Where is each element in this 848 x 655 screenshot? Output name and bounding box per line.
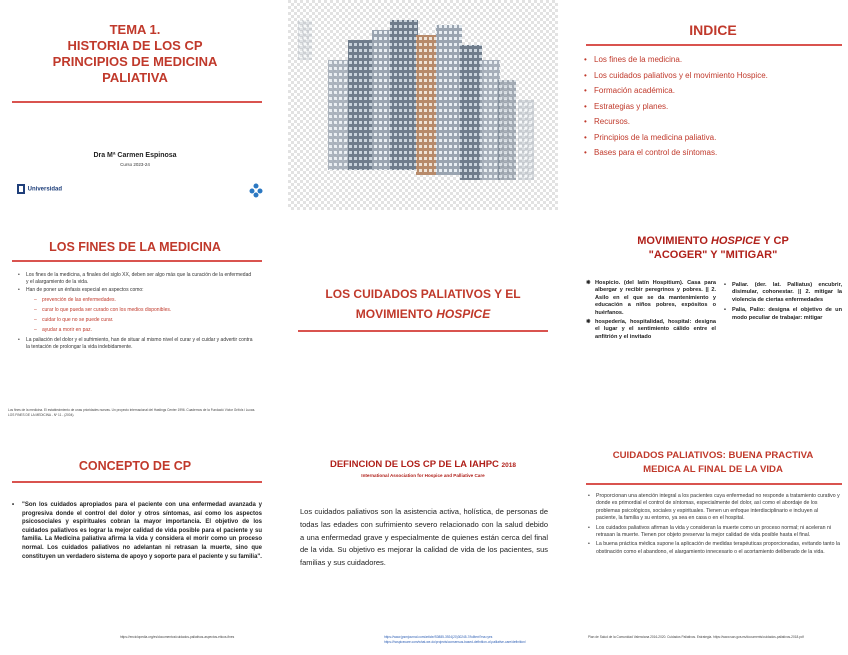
- slide-buena-practica[interactable]: [578, 445, 848, 655]
- index-title: INDICE: [689, 22, 737, 38]
- cp-hospice-divider: [298, 330, 548, 332]
- list-item[interactable]: • Los cuidados paliativos y el movimiento Hospice.: [584, 70, 768, 80]
- fines-divider: [12, 260, 262, 262]
- palio-definition: • Palia, Palio: designa el objetivo de un modo peculiar de trabajar: mitigar: [724, 307, 842, 321]
- buena-practica-title: CUIDADOS PALIATIVOS: BUENA PRACTIVA MEDICA AL FINAL DE LA VIDA: [612, 450, 814, 475]
- hospicio-definition: ❋ Hospicio. (del latín Hospitium). Casa para albergar y recibir peregrinos y pobres. || 2. Asilo en el que se da mantenimiento y educación a niños pobres, expósitos o huérfanos.: [586, 280, 716, 316]
- fines-subitem: – cuidar lo que no se puede curar.: [34, 316, 114, 323]
- course-year: Curso 2023-24: [120, 162, 150, 167]
- list-item[interactable]: • Los fines de la medicina.: [584, 55, 683, 64]
- flower-bullet-icon: ❋: [586, 319, 591, 326]
- slide-concepto-cp[interactable]: [0, 445, 270, 655]
- buena-practica-divider: [586, 483, 842, 485]
- list-item[interactable]: • Principios de la medicina paliativa.: [584, 132, 717, 142]
- concepto-text: • "Son los cuidados apropiados para el paciente con una enfermedad avanzada y progresiva donde el control del dolor y otros síntomas, así como los aspectos psicosociales y espirituales cobran la mayor importancia. El objetivo de los cuidados paliativos es lograr la mejor calidad de vida posible para el paciente y su familia. La Medicina paliativa afirma la vida y considera el morir como un proceso normal. Los cuidados paliativos no adelantan ni retrasan la muerte, sino que constituyen un verdadero sistema de apoyo y soporte para el paciente y su familia".: [12, 502, 262, 560]
- index-divider: [586, 44, 842, 46]
- index-list: [584, 52, 846, 161]
- concepto-title: CONCEPTO DE CP: [78, 459, 192, 473]
- buena-practica-item: • La buena práctica médica supone la aplicación de medidas terapéuticas proporcionadas, evitando tanto la obstinación como el abandono, el alargamiento innecesario o el acortamiento deliberado de la vida.: [588, 541, 840, 555]
- emblem-icon: [248, 182, 264, 198]
- fines-reference: Los fines de la medicina. El establecimiento de unas prioridades nuevas. Un proyecto internacional del Hastings Center 1996. Cuadernos de la Fundació Víctor Grífols i Lucas. LOS FINES DE LA MEDICINA - Nº 11 - (2004).: [8, 408, 256, 417]
- fines-subitem: – ayudar a morir en paz.: [34, 326, 93, 333]
- iahpc-reference-link[interactable]: https://www.jpsmjournal.com/article/S0885-3924(20)30245-7/fulltext?rss=yes: [384, 635, 493, 639]
- hospederia-definition: ❋ hospedería, hospitalidad, hospital: designa el lugar y el sentimiento cálido entre el anfitrión y el invitado: [586, 319, 716, 340]
- buena-practica-item: • Proporcionan una atención integral a los pacientes cuya enfermedad no responde a tratamiento curativo y donde es primordial el control de síntomas, especialmente del dolor, así como el abordaje de los problemas psicológicos, sociales y espirituales. Tienen un enfoque interdisciplinario e incluyen al paciente, la familia y su entorno, ya sea en casa o en el hospital.: [588, 493, 840, 522]
- slide-fines-medicina[interactable]: [0, 222, 270, 432]
- list-item[interactable]: • Estrategias y planes.: [584, 101, 669, 111]
- buena-practica-item: • Los cuidados paliativos afirman la vida y consideran la muerte como un proceso normal; ni aceleran ni retrasan la muerte. Tienen por objeto preservar la mejor calidad de vida posible hasta el final.: [588, 524, 832, 539]
- slide-acoger-mitigar[interactable]: [578, 222, 848, 432]
- city-buildings-illustration: [288, 0, 558, 210]
- fines-subitem: – prevención de las enfermedades.: [34, 296, 116, 303]
- list-item[interactable]: • Bases para el control de síntomas.: [584, 148, 718, 157]
- slide-image[interactable]: [288, 0, 558, 210]
- fines-title: LOS FINES DE LA MEDICINA: [49, 240, 221, 254]
- flower-bullet-icon: ❋: [586, 280, 591, 286]
- university-crest-icon: [16, 183, 26, 195]
- buena-practica-reference: Plan de Salud de la Comunidad Valenciana 2016-2020. Cuidados Paliativos. Estrategia. https://www.san.gva.es/documents/cuidados-paliativos-2018.pdf: [588, 635, 804, 639]
- concepto-reference: https://enciclopedia.org/es/documentos/cuidados-paliativos-aspectos-eticos-fines: [120, 635, 235, 639]
- list-item[interactable]: • Formación académica.: [584, 86, 675, 95]
- slide-definicion-iahpc[interactable]: [288, 445, 558, 655]
- iahpc-definition-text: Los cuidados paliativos son la asistencia activa, holística, de personas de todas las edades con sufrimiento severo relacionado con la salud debido a una enfermedad grave y especialmente de quienes están cerca del final de la vida. Su objetivo es mejorar la calidad de vida de los pacientes, sus familias y sus cuidadores.: [300, 507, 548, 568]
- author-name: Dra Mª Carmen Espinosa: [93, 152, 177, 159]
- paliar-definition: • Paliar. (der. lat. Palliatus) encubrir, disimular, cohonestar. || 2. mitigar la violencia de ciertas enfermedades: [724, 282, 842, 303]
- list-item[interactable]: • Recursos.: [584, 117, 631, 126]
- slide-cp-hospice[interactable]: [288, 222, 558, 432]
- iahpc-reference-link[interactable]: https://hospicecare.com/what-we-do/projects/consensus-based-definition-of-palliative-care/definition/: [384, 639, 526, 644]
- concepto-divider: [12, 481, 262, 483]
- slide-index[interactable]: [578, 0, 848, 210]
- fines-paragraph-1: • Los fines de la medicina, a finales del siglo XX, deben ser algo más que la curación de la enfermedad y el alargamiento de la vida.: [18, 272, 252, 286]
- acoger-mitigar-title: MOVIMIENTO HOSPICE Y CP "ACOGER" Y "MITIGAR": [637, 235, 789, 261]
- iahpc-title: DEFINCION DE LOS CP DE LA IAHPC 2018: [329, 459, 516, 470]
- slide-title[interactable]: [0, 0, 270, 210]
- fines-paragraph-3: • La paliación del dolor y el sufrimiento, han de situar al mismo nivel el curar y el cuidar y advertir contra la tentación de prolongar la vida indebidamente.: [18, 336, 253, 350]
- title-divider: [12, 101, 262, 103]
- university-logo: Universidad: [16, 183, 62, 195]
- fines-subitem: – curar lo que pueda ser curado con los medios disponibles.: [34, 306, 172, 313]
- cp-hospice-title: LOS CUIDADOS PALIATIVOS Y EL MOVIMIENTO HOSPICE: [325, 287, 521, 321]
- iahpc-subtitle: International Association for Hospice and Palliative Care: [361, 473, 485, 478]
- fines-paragraph-2: • Han de poner un énfasis especial en aspectos como:: [18, 287, 144, 294]
- presentation-title: TEMA 1. HISTORIA DE LOS CP PRINCIPIOS DE MEDICINA PALIATIVA: [52, 22, 218, 85]
